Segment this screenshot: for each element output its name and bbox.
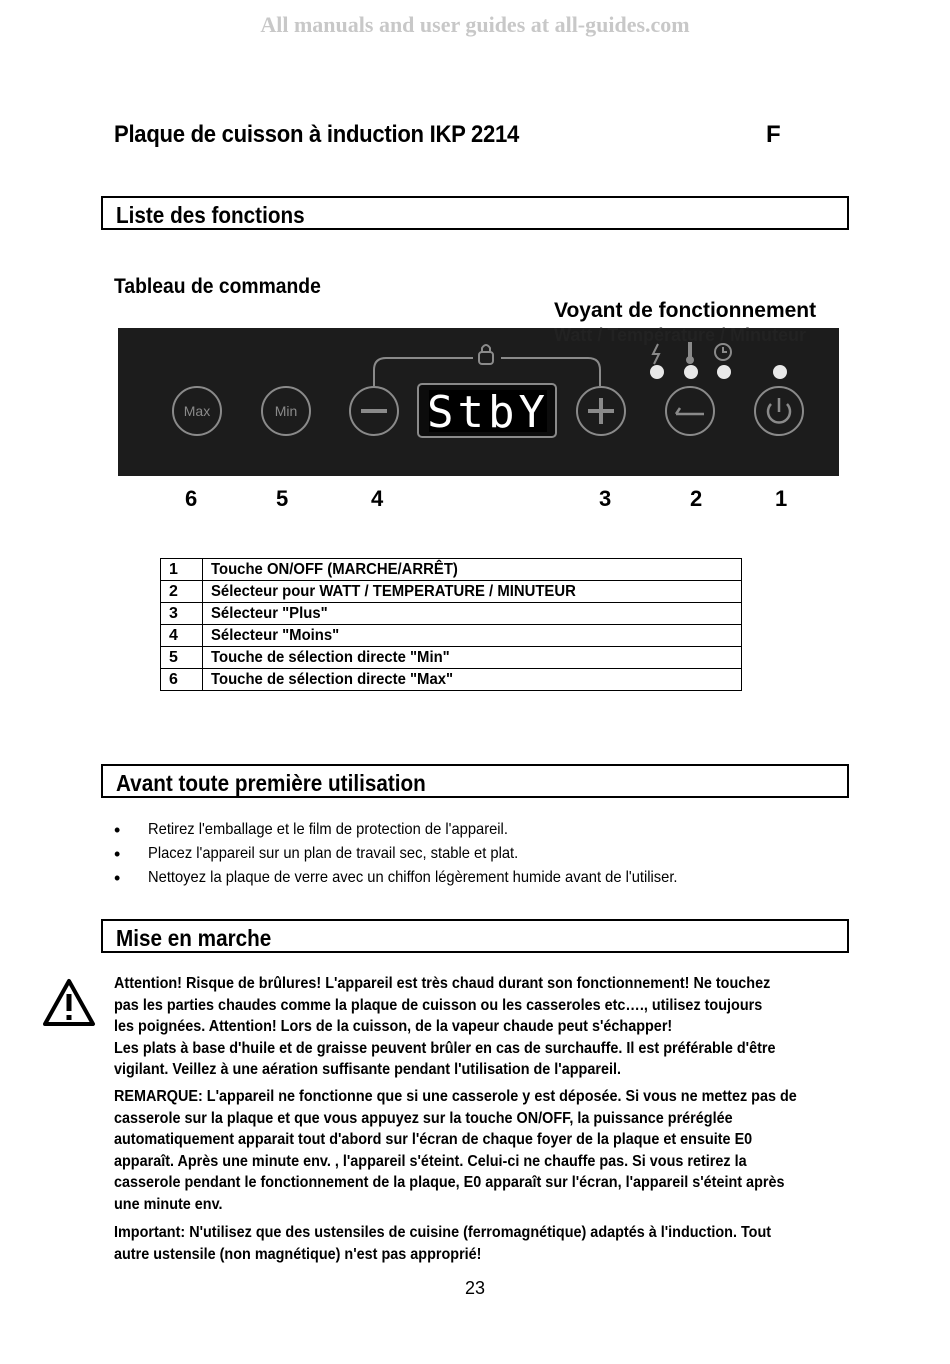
table-row [161, 603, 742, 625]
section-start-title: Mise en marche [116, 925, 272, 951]
timer-led [717, 365, 731, 379]
callout-1: 1 [775, 486, 788, 511]
power-led [773, 365, 787, 379]
table-cell-num: 5 [161, 647, 203, 669]
control-panel-image [118, 328, 839, 476]
callout-5: 5 [276, 486, 289, 511]
section-first-use [101, 764, 849, 798]
control-panel-subtitle: Tableau de commande [114, 275, 321, 298]
page-number: 23 [464, 1278, 486, 1298]
table-row [161, 647, 742, 669]
first-use-list [114, 818, 724, 890]
table-cell-desc: Touche de sélection directe "Max" [211, 671, 454, 688]
page-title: Plaque de cuisson à induction IKP 2214 [114, 121, 520, 148]
table-row [161, 559, 742, 581]
clock-icon [715, 344, 731, 360]
warning-paragraph: Attention! Risque de brûlures! L'appareil est très chaud durant son fonctionnement! Ne touchez pas les parties chaudes comme la plaque de cuisson ou les casseroles etc…., utilisez toujours les poignées. Attention! Lors de la cuisson, de la vapeur chaude peut s'échapper! Les plats à base d'huile et de graisse peuvent brûler en cas de surchauffe. Il est préférable d'être vigilant. Veillez à une aération suffisante pendant l'utilisation de l'appareil. [114, 975, 776, 1078]
function-button [666, 387, 714, 435]
watt-led [650, 365, 664, 379]
min-button-label: Min [274, 403, 298, 419]
max-button-label: Max [183, 403, 211, 419]
power-icon [768, 398, 790, 423]
temperature-led [684, 365, 698, 379]
language-code: F [766, 121, 781, 148]
table-cell-num: 6 [161, 669, 203, 691]
watermark: All manuals and user guides at all-guides.com [260, 12, 690, 37]
warning-icon [42, 978, 96, 1028]
table-cell-num: 2 [161, 581, 203, 603]
table-cell-desc: Sélecteur "Plus" [211, 605, 328, 622]
important-paragraph: Important: N'utilisez que des ustensiles de cuisine (ferromagnétique) adaptés à l'induction. Tout autre ustensile (non magnétique) n'est pas approprié! [114, 1224, 772, 1263]
section-functions [101, 196, 849, 230]
remark-paragraph: REMARQUE: L'appareil ne fonctionne que si une casserole y est déposée. Si vous ne mettez pas de casserole sur la plaque et que vous appuyez sur la touche ON/OFF, la puissance préréglée automatiquement apparait tout d'abord sur l'écran de chaque foyer de la plaque et ensuite E0 apparaît. Après une minute env. , l'appareil s'éteint. Celui-ci ne chauffe pas. Si vous retirez la casserole pendant le fonctionnement de la plaque, E0 apparaît sur l'écran, l'appareil s'éteint après une minute env. [114, 1088, 797, 1213]
list-item: • Placez l'appareil sur un plan de travail sec, stable et plat. [114, 842, 724, 866]
section-functions-title: Liste des fonctions [116, 202, 305, 228]
list-item: • Nettoyez la plaque de verre avec un chiffon légèrement humide avant de l'utiliser. [114, 866, 724, 890]
indicator-title: Voyant de fonctionnement [554, 299, 817, 322]
callout-3: 3 [599, 486, 612, 511]
table-cell-desc: Sélecteur "Moins" [211, 627, 340, 644]
table-cell-num: 3 [161, 603, 203, 625]
table-row [161, 625, 742, 647]
callout-6: 6 [185, 486, 198, 511]
table-cell-num: 4 [161, 625, 203, 647]
keys-table [160, 558, 742, 691]
display-text: StbY [427, 387, 549, 438]
callout-2: 2 [690, 486, 703, 511]
watt-icon [653, 344, 659, 364]
indicator-subtitle: Watt / Température / Minuteur [554, 325, 807, 345]
lock-icon [479, 345, 493, 364]
section-start [101, 919, 849, 953]
section-first-use-title: Avant toute première utilisation [116, 770, 426, 796]
arrow-icon [676, 408, 704, 414]
table-row [161, 669, 742, 691]
table-cell-num: 1 [161, 559, 203, 581]
plus-icon [588, 398, 614, 424]
table-row [161, 581, 742, 603]
control-panel-drawing [118, 328, 839, 476]
table-cell-desc: Touche de sélection directe "Min" [211, 649, 450, 666]
callout-4: 4 [371, 486, 384, 511]
table-cell-desc: Sélecteur pour WATT / TEMPERATURE / MINUTEUR [211, 583, 576, 600]
table-cell-desc: Touche ON/OFF (MARCHE/ARRÊT) [211, 561, 458, 578]
list-item: • Retirez l'emballage et le film de protection de l'appareil. [114, 818, 724, 842]
